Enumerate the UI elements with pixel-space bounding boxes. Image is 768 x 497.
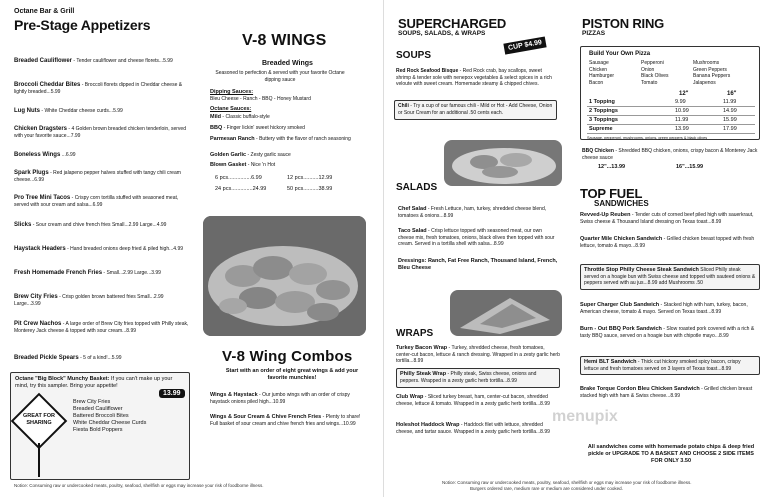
sandwich-name: Hemi BLT Sandwich	[584, 359, 637, 365]
wrap-desc: - Philly steak, Swiss cheese, onions and peppers. Wrapped in a zesty garlic herb tortilla...8.99	[400, 371, 537, 384]
topping-label: Jalapenos	[693, 79, 716, 86]
bbq-price-12: 12"...13.99	[598, 164, 626, 170]
dressings: Dressings: Ranch, Fat Free Ranch, Thousand Island, French, Bleu Cheese	[398, 258, 558, 271]
munchy-item-label: Fiesta Bold Poppers	[73, 427, 123, 433]
wrap-item	[396, 345, 560, 365]
sandwich-name: Revved-Up Reuben	[580, 212, 631, 218]
pizza-price-12	[675, 126, 689, 133]
topping-label: Black Olives	[641, 73, 669, 79]
sandwich-desc: - Thick cut hickory smoked spicy bacon, crispy lettuce and fresh tomatoes served on 3 layers of Texas toast...8.99	[584, 359, 741, 372]
munchy-text	[15, 376, 185, 390]
combo-item	[210, 392, 365, 405]
sandwich-name: Brake Torque Cordon Bleu Chicken Sandwich	[580, 386, 700, 392]
pizza-row-label	[589, 117, 618, 124]
sandwich-item	[580, 264, 760, 290]
munchy-item	[73, 406, 146, 413]
salads-title: SALADS	[396, 182, 438, 193]
munchy-item-label: Brew City Fries	[73, 399, 111, 405]
sandwich-name: Super Charger Club Sandwich	[580, 302, 660, 308]
salad-photo	[444, 140, 562, 186]
bisque-desc: - Red Rock crab, bay scallops, sweet shrimp & tender sole with nenepox vegetables & select spices in a rich veloute with sweet cream. Homemade steamy & chipped chives.	[396, 68, 552, 87]
price-16-value: 15.99	[723, 117, 737, 123]
appetizer-name: Breaded Pickle Spears	[14, 355, 79, 361]
pizza-title: PISTON RING	[582, 16, 665, 31]
toppings-col-b	[641, 60, 669, 86]
right-menu-page	[384, 0, 768, 497]
sandwich-desc: - Slow roasted pork covered with a rich & tasty BBQ sauce, served on a hoagie bun with chipotle mayo...8.99	[580, 326, 755, 339]
appetizer-name: Slicks	[14, 222, 32, 228]
appetizer-desc: - Red jalapeno pepper halves stuffed with tangy chili cream cheese...6.99	[14, 170, 181, 183]
chili-name: Chili	[398, 103, 409, 109]
price-16-value: 17.99	[723, 126, 737, 132]
munchy-basket-box	[10, 372, 190, 480]
wing-price-6: 6 pcs...............6.99	[215, 175, 262, 181]
sauce-desc: - Zesty garlic sauce	[246, 152, 291, 158]
pizza-size-label: 2 Toppings	[589, 108, 618, 114]
topping-label: Pepperoni	[641, 60, 664, 66]
sauce-item	[210, 125, 360, 132]
topping-label: Onion	[641, 66, 655, 73]
appetizer-name: Brew City Fries	[14, 294, 58, 300]
toppings-col-c	[693, 60, 730, 86]
appetizer-desc: - White Cheddar cheese curds...5.99	[40, 108, 123, 114]
sandwich-item	[580, 236, 760, 249]
pizza-row-divider	[587, 133, 755, 134]
pizza-price-16	[723, 117, 737, 124]
pizza-subtitle: PIZZAS	[582, 30, 606, 37]
sauce-name: BBQ	[210, 125, 223, 131]
wrap-photo	[450, 290, 562, 336]
bbq-pizza	[582, 148, 758, 161]
appetizer-item	[14, 170, 189, 183]
watermark: menupix	[552, 408, 618, 425]
sauce-desc: - Nice 'n Hot	[246, 162, 276, 168]
price-12-value: 11.99	[675, 117, 689, 123]
appetizer-name: Breaded Cauliflower	[14, 58, 73, 64]
appetizer-desc: - Sour cream and chive french fries Small...2.99 Large...4.99	[31, 222, 167, 228]
size-16: 16"	[727, 91, 737, 97]
appetizer-item	[14, 355, 189, 362]
appetizer-item	[14, 58, 189, 65]
soups-title: SOUPS	[396, 50, 432, 61]
sandwich-item	[580, 356, 760, 375]
appetizer-name: Broccoli Cheddar Bites	[14, 82, 81, 88]
topping-item	[693, 80, 730, 87]
wing-price-50: 50 pcs..........38.99	[287, 186, 333, 192]
sauce-item	[210, 136, 360, 143]
wing-price-12: 12 pcs..........12.99	[287, 175, 333, 181]
pizza-price-16	[723, 99, 736, 106]
wrap-desc: - Haddock filet with lettuce, shredded cheese, and tartar sauce. Wrapped in a zesty garlic herb tortilla...8.99	[396, 422, 550, 435]
sandwich-item	[580, 302, 760, 315]
munchy-item	[73, 427, 146, 434]
appetizer-desc: - Hand breaded onions deep fried & piled high...4.99	[65, 246, 184, 252]
pizza-row-label	[589, 108, 618, 115]
appetizer-item	[14, 321, 189, 334]
chili-desc: - Try a cup of our famous chili - Mild or Hot - Add Cheese, Onion or Sour Cream for an additional .50 cents each.	[398, 103, 553, 116]
price-12-value: 9.99	[675, 99, 686, 105]
combo-item	[210, 414, 365, 427]
pizza-row-divider	[587, 124, 755, 125]
wrap-item	[396, 394, 560, 407]
appetizer-name: Pit Crew Nachos	[14, 321, 62, 327]
wrap-name: Club Wrap	[396, 394, 424, 400]
munchy-item-label: White Cheddar Cheese Curds	[73, 420, 147, 426]
appetizer-item	[14, 82, 189, 95]
chili-box	[394, 100, 557, 120]
wrap-item	[396, 422, 560, 435]
right-notice-2: Burgers ordered rare, medium rare or medium are considered under cooked.	[470, 486, 623, 491]
supreme-desc: Sausage, pepperoni, mushrooms, onions, green peppers & black olives	[587, 136, 708, 140]
topping-label: Mushrooms	[693, 60, 720, 66]
munchy-item-label: Breaded Cauliflower	[73, 406, 123, 412]
appetizer-desc: - Tender cauliflower and cheese florets...5.99	[72, 58, 173, 64]
appetizer-item	[14, 246, 189, 253]
salad-photo-art	[444, 140, 562, 186]
appetizers-title: Pre-Stage Appetizers	[14, 17, 151, 33]
sharing-sign-text: GREAT FOR SHARING	[23, 413, 55, 426]
pizza-price-16	[723, 126, 737, 133]
byo-title: Build Your Own Pizza	[589, 51, 651, 57]
wing-price-24: 24 pcs..............24.99	[215, 186, 267, 192]
sauce-desc: - Finger lickin' sweet hickory smoked	[222, 125, 305, 131]
supercharged-title: SUPERCHARGED	[398, 16, 507, 31]
sauce-name: Blown Gasket	[210, 162, 247, 168]
topping-item	[641, 80, 669, 87]
pizza-row-label	[589, 99, 615, 106]
sauce-desc: - Classic buffalo-style	[221, 114, 270, 120]
topping-label: Bacon	[589, 79, 604, 86]
sandwich-desc: - Grilled chicken breast stacked high with ham & Swiss cheese...8.99	[580, 386, 753, 399]
topping-label: Green Peppers	[693, 66, 727, 73]
appetizer-desc: - Small...2.99 Large...3.99	[102, 270, 161, 276]
salad-desc: - Fresh Lettuce, ham, turkey, shredded cheese blend, tomatoes & onions...8.99	[398, 206, 547, 219]
sauce-name: Golden Garlic	[210, 152, 247, 158]
topfuel-title: TOP FUEL	[580, 186, 643, 201]
sandwich-name: Quarter Mile Chicken Sandwich	[580, 236, 663, 242]
topping-label: Chicken	[589, 66, 608, 73]
topping-label: Hamburger	[589, 73, 615, 79]
wings-title: V-8 WINGS	[242, 32, 327, 49]
supercharged-subtitle: SOUPS, SALADS, & WRAPS	[398, 30, 486, 37]
combo-desc: - Plenty to share! Full basket of sour cream and chive french fries and wings...10.99	[210, 414, 361, 427]
combo-name: Wings & Sour Cream & Chive French Fries	[210, 414, 322, 420]
appetizer-item	[14, 195, 189, 208]
price-16-value: 11.99	[723, 99, 737, 105]
munchy-item	[73, 399, 146, 406]
sandwich-desc: - Stacked high with ham, turkey, bacon, American cheese, tomato & mayo. Served on Texas toast...8.99	[580, 302, 748, 315]
appetizer-name: Pro Tree Mini Tacos	[14, 195, 71, 201]
munchy-item	[73, 413, 146, 420]
salad-name: Chef Salad	[398, 206, 427, 212]
wrap-desc: - Sliced turkey breast, ham, center-cut bacon, shredded cheese, lettuce & tomato. Wrapped in a zesty garlic herb tortilla...8.99	[396, 394, 550, 407]
sandwich-footer: All sandwiches come with homemade potato chips & deep fried pickle or UPGRADE TO A BASKET AND CHOOSE 2 SIDE ITEMS FOR ONLY 3.50	[587, 444, 755, 464]
munchy-item	[73, 420, 146, 427]
wraps-title: WRAPS	[396, 328, 434, 339]
appetizer-name: Spark Plugs	[14, 170, 49, 176]
pizza-price-12	[675, 108, 689, 115]
wrap-name: Turkey Bacon Wrap	[396, 345, 448, 351]
sauce-item	[210, 152, 360, 159]
appetizer-desc: - Crispy corn tortilla stuffed with seasoned meat, served with sour cream and salsa...6.99	[14, 195, 179, 208]
topping-item	[589, 80, 614, 87]
pizza-price-12	[675, 99, 686, 106]
left-notice: Notice: Consuming raw or undercooked meats, poultry, seafood, shellfish or eggs may increase your risk of foodborne illness.	[14, 483, 264, 488]
appetizer-desc: - Broccoli florets dipped in Cheddar cheese & lightly breaded...5.99	[14, 82, 183, 95]
brand-name: Octane Bar & Grill	[14, 8, 75, 15]
appetizer-item	[14, 126, 189, 139]
wings-photo	[203, 216, 366, 336]
appetizer-item	[14, 222, 189, 229]
wrap-name: Holeshot Haddock Wrap	[396, 422, 460, 428]
right-notice: Notice: Consuming raw or undercooked meats, poultry, seafood, shellfish or eggs may increase your risk of foodborne illness.	[442, 480, 692, 485]
wrap-name: Philly Steak Wrap	[400, 371, 447, 377]
salad-item	[398, 206, 558, 219]
topping-label: Tomato	[641, 79, 658, 86]
appetizer-name: Lug Nuts	[14, 108, 40, 114]
sauce-item	[210, 162, 360, 169]
sandwich-name: Throttle Stop Philly Cheese Steak Sandwich	[584, 267, 699, 273]
appetizer-desc: - 4 Golden brown breaded chicken tenderloin, served with your favorite sauce...7.99	[14, 126, 186, 139]
bisque-item	[396, 68, 556, 88]
appetizer-desc: - A large order of Brew City fries topped with Philly steak, Monterey Jack cheese & topped with sour cream...8.99	[14, 321, 189, 334]
sauce-name: Parmesan Ranch	[210, 136, 255, 142]
size-12: 12"	[679, 91, 689, 97]
combos-title: V-8 Wing Combos	[222, 348, 353, 365]
salad-desc: - Crisp lettuce topped with seasoned meat, our own cheese mix, fresh tomatoes, onions, black olives then topped with sour cream. Served in a tortilla shell with salsa...8.99	[398, 228, 555, 247]
sauce-name: Mild	[210, 114, 221, 120]
appetizer-item	[14, 108, 189, 115]
sandwich-desc: - Tender cuts of corned beef piled high with sauerkraut, Swiss cheese & Thousand Island dressing on Texas toast...8.99	[580, 212, 754, 225]
wrap-photo-art	[450, 290, 562, 336]
appetizer-name: Fresh Homemade French Fries	[14, 270, 103, 276]
appetizer-item	[14, 152, 189, 159]
price-12-value: 13.99	[675, 126, 689, 132]
appetizer-item	[14, 270, 189, 277]
pizza-price-12	[675, 117, 688, 124]
sauces-title: Octane Sauces:	[210, 106, 252, 112]
bbq-pizza-name: BBQ Chicken	[582, 148, 614, 154]
wings-photo-art	[203, 216, 366, 336]
topping-label: Banana Peppers	[693, 73, 731, 79]
pizza-box	[580, 46, 760, 140]
appetizer-desc: ...6.99	[60, 152, 76, 158]
appetizer-name: Boneless Wings	[14, 152, 61, 158]
appetizer-desc: - Crisp golden brown battered fries Small...2.99 Large...3.99	[14, 294, 164, 307]
sandwich-item	[580, 212, 760, 225]
pizza-size-label: 3 Toppings	[589, 117, 618, 123]
pizza-size-label: Supreme	[589, 126, 613, 132]
wings-desc: Seasoned to perfection & served with your favorite Octane dipping sauce	[215, 70, 345, 83]
toppings-col-a	[589, 60, 614, 86]
pizza-row-divider	[587, 106, 755, 107]
wings-subtitle: Breaded Wings	[262, 60, 313, 67]
sandwich-item	[580, 386, 760, 399]
sandwich-item	[580, 326, 760, 339]
salad-name: Taco Salad	[398, 228, 427, 234]
munchy-title: Octane "Big Block" Munchy Basket:	[15, 376, 110, 382]
munchy-item-label: Battered Broccoli Bites	[73, 413, 129, 419]
wrap-desc: - Turkey, shredded cheese, fresh tomatoes, center-cut bacon, lettuce & ranch dressing. Wrapped in a zesty garlic herb tortilla...8.99	[396, 345, 560, 364]
salad-item	[398, 228, 558, 248]
munchy-items	[73, 399, 146, 434]
sandwich-desc: Sliced Philly steak served on a hoagie bun with Swiss cheese and topped with sauteed onions & peppers served with au jus...8.99 add Mushrooms .50	[584, 267, 756, 286]
sauce-desc: - Buttery with the flavor of ranch seasoning	[254, 136, 351, 142]
appetizer-item	[14, 294, 189, 307]
bbq-price-16: 16"...15.99	[676, 164, 704, 170]
bisque-name: Red Rock Seafood Bisque	[396, 68, 459, 74]
wrap-item	[396, 368, 560, 388]
pizza-row-divider	[587, 115, 755, 116]
appetizer-name: Chicken Dragsters	[14, 126, 68, 132]
price-16-value: 14.99	[723, 108, 737, 114]
price-12-value: 10.99	[675, 108, 689, 114]
combos-intro: Start with an order of eight great wings & add your favorite munchies!	[225, 368, 359, 381]
sign-post	[38, 443, 40, 477]
munchy-price: 13.99	[159, 389, 185, 398]
munchy-desc: If you can't make up your mind, try this sampler. Bring your appetite!	[15, 376, 173, 389]
bbq-pizza-desc: - Shredded BBQ chicken, onions, crispy bacon & Monterey Jack cheese sauce	[582, 148, 758, 161]
pizza-row-label	[589, 126, 613, 133]
combo-desc: - Our jumbo wings with an order of crispy haystack onions piled high...10.99	[210, 392, 350, 405]
pizza-size-label: 1 Topping	[589, 99, 615, 105]
appetizer-name: Haystack Headers	[14, 246, 66, 252]
topping-label: Sausage	[589, 60, 609, 66]
topfuel-subtitle: SANDWICHES	[594, 199, 649, 208]
cup-price-badge: CUP $4.99	[503, 36, 546, 54]
sandwich-name: Burn - Out BBQ Pork Sandwich	[580, 326, 662, 332]
appetizer-desc: - 5 of a kind!...5.99	[78, 355, 122, 361]
dipping-title: Dipping Sauces:	[210, 89, 254, 95]
combo-name: Wings & Haystack	[210, 392, 258, 398]
sauce-item	[210, 114, 360, 121]
sandwich-desc: - Grilled chicken breast topped with fresh lettuce, tomato & mayo...8.99	[580, 236, 755, 249]
pizza-price-16	[723, 108, 737, 115]
dipping-list: Bleu Cheese - Ranch - BBQ - Honey Mustard	[210, 96, 311, 102]
